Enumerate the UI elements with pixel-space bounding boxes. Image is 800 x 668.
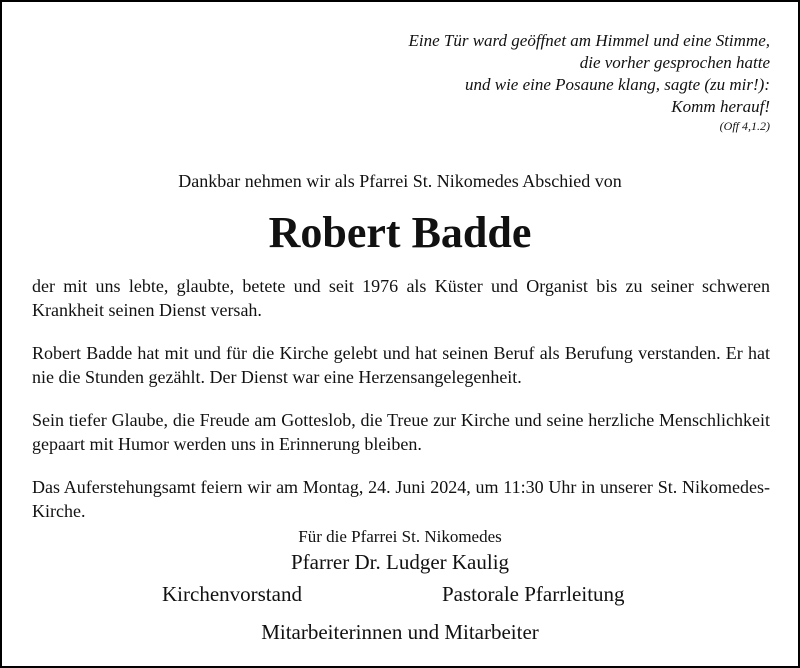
signature-pastoral-leadership: Pastorale Pfarrleitung [442,582,625,606]
notice-body [32,274,770,542]
quote-line: Komm herauf! [671,97,770,116]
signature-pastor: Pfarrer Dr. Ludger Kaulig [290,550,510,574]
paragraph: der mit uns lebte, glaubte, betete und seit 1976 als Küster und Organist bis zu seiner schweren Krankheit seinen Dienst versah. [32,276,770,320]
quote-reference: (Off 4,1.2) [719,119,770,133]
paragraph: Sein tiefer Glaube, die Freude am Gotteslob, die Treue zur Kirche und seine herzliche Menschlichkeit gepaart mit Humor werden uns in Erinnerung bleiben. [32,410,770,454]
bible-quote [408,30,770,134]
signature-for-line: Für die Pfarrei St. Nikomedes [298,527,502,546]
quote-line: und wie eine Posaune klang, sagte (zu mir!): [465,75,770,94]
intro-line: Dankbar nehmen wir als Pfarrei St. Nikomedes Abschied von [178,171,622,191]
quote-line: Eine Tür ward geöffnet am Himmel und eine Stimme, [408,31,770,50]
deceased-name: Robert Badde [268,208,532,257]
quote-line: die vorher gesprochen hatte [579,53,770,72]
signature-staff: Mitarbeiterinnen und Mitarbeiter [261,620,539,644]
signature-church-board: Kirchenvorstand [162,582,302,606]
paragraph: Das Auferstehungsamt feiern wir am Montag, 24. Juni 2024, um 11:30 Uhr in unserer St. Nikomedes-Kirche. [32,477,770,521]
paragraph: Robert Badde hat mit und für die Kirche gelebt und hat seinen Beruf als Berufung verstanden. Er hat nie die Stunden gezählt. Der Dienst war eine Herzensangelegenheit. [32,343,770,387]
